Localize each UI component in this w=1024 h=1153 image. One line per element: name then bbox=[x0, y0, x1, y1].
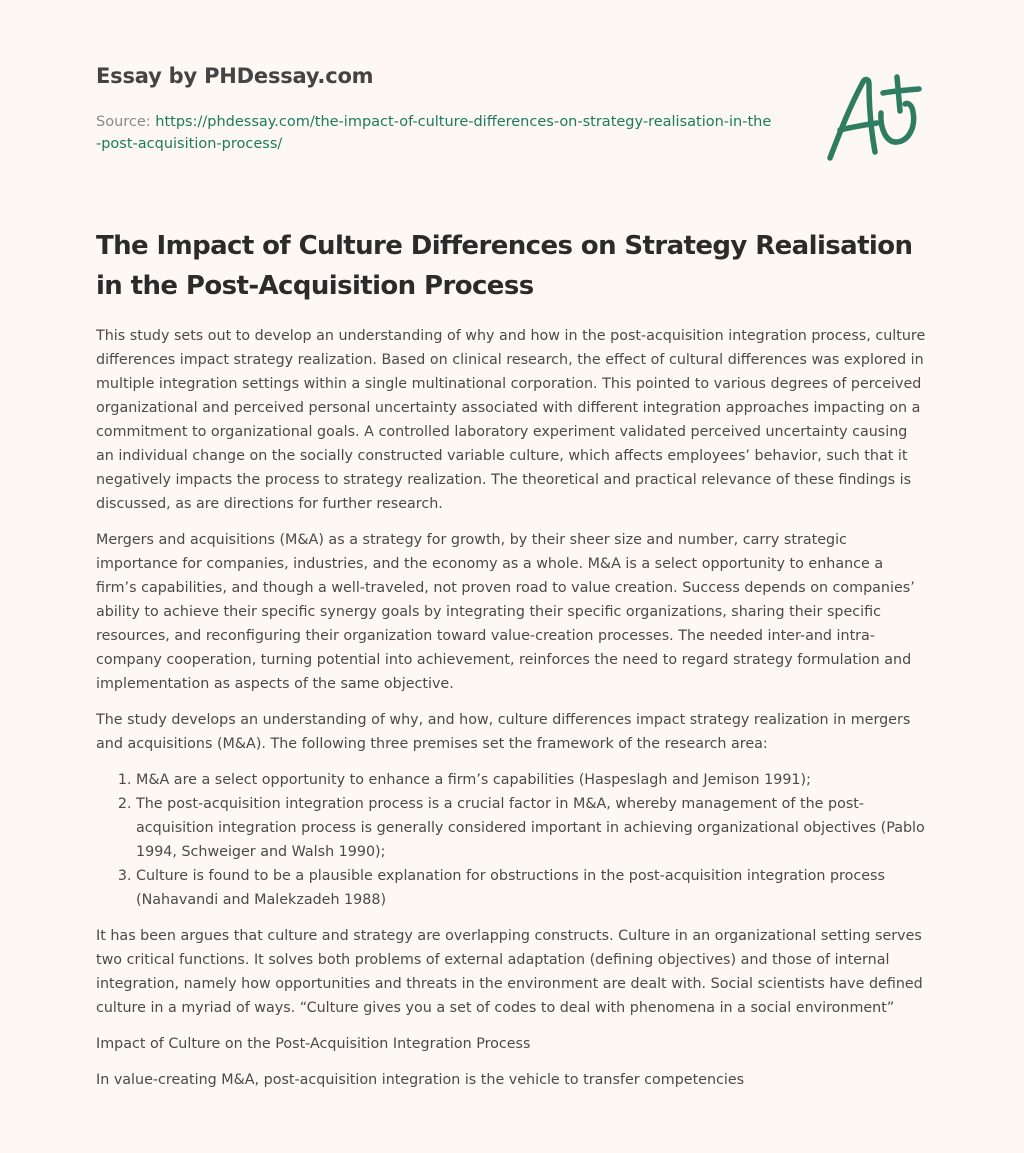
paragraph-mergers: Mergers and acquisitions (M&A) as a strategy for growth, by their sheer size and number, carry strategic importance for companies, industries, and the economy as a whole. M&A is a select opportunity to enhance a firm’s capabilities, and though a well-traveled, not proven road to value creation. Success depends on companies’ ability to achieve their specific synergy goals by integrating their specific organizations, sharing their specific resources, and reconfiguring their organization toward value-creation processes. The needed inter-and intra-company cooperation, turning potential into achievement, reinforces the need to regard strategy formulation and implementation as aspects of the same objective. bbox=[96, 532, 915, 692]
paragraph-integration: In value-creating M&A, post-acquisition integration is the vehicle to transfer competencies bbox=[96, 1072, 745, 1088]
page-header bbox=[96, 0, 928, 190]
paragraph-culture-strategy: It has been argues that culture and strategy are overlapping constructs. Culture in an organizational setting serves two critical functions. It solves both problems of external adaptation (defining objectives) and those of internal integration, namely how opportunities and threats in the environment are dealt with. Social scientists have defined culture in a myriad of ways. “Culture gives you a set of codes to deal with phenomena in a social environment” bbox=[96, 928, 923, 1016]
source-label: Source: bbox=[96, 114, 151, 130]
essay-page bbox=[96, 0, 928, 1088]
source-link[interactable]: https://phdessay.com/the-impact-of-culture-differences-on-strategy-realisation-in-the-post-acquisition-process/ bbox=[96, 114, 772, 152]
section-subheading: Impact of Culture on the Post-Acquisition Integration Process bbox=[96, 1036, 531, 1052]
premises-list bbox=[96, 768, 928, 912]
essay-body bbox=[96, 324, 928, 1104]
essay-title: The Impact of Culture Differences on Strategy Realisation in the Post-Acquisition Process bbox=[96, 231, 913, 301]
paragraph-abstract: This study sets out to develop an understanding of why and how in the post-acquisition integration process, culture differences impact strategy realization. Based on clinical research, the effect of cultural differences was explored in multiple integration settings within a single multinational corporation. This pointed to various degrees of perceived organizational and perceived personal uncertainty associated with different integration approaches impacting on a commitment to organizational goals. A controlled laboratory experiment validated perceived uncertainty causing an individual change on the socially constructed variable culture, which affects employees’ behavior, such that it negatively impacts the process to strategy realization. The theoretical and practical relevance of these findings is discussed, as are directions for further research. bbox=[96, 328, 926, 512]
site-title: Essay by PHDessay.com bbox=[96, 64, 374, 88]
list-item: 1. M&A are a select opportunity to enhance a firm’s capabilities (Haspeslagh and Jemison 1991); bbox=[136, 768, 928, 792]
paragraph-framework-intro: The study develops an understanding of why, and how, culture differences impact strategy realization in mergers and acquisitions (M&A). The following three premises set the framework of the research area: bbox=[96, 712, 911, 752]
list-item: 2. The post-acquisition integration process is a crucial factor in M&A, whereby management of the post-acquisition integration process is generally considered important in achieving organizational objectives (Pablo 1994, Schweiger and Walsh 1990); bbox=[136, 792, 928, 864]
source-line bbox=[96, 111, 776, 155]
a-plus-logo-icon bbox=[822, 68, 926, 164]
list-item: 3. Culture is found to be a plausible explanation for obstructions in the post-acquisition integration process (Nahavandi and Malekzadeh 1988) bbox=[136, 864, 928, 912]
